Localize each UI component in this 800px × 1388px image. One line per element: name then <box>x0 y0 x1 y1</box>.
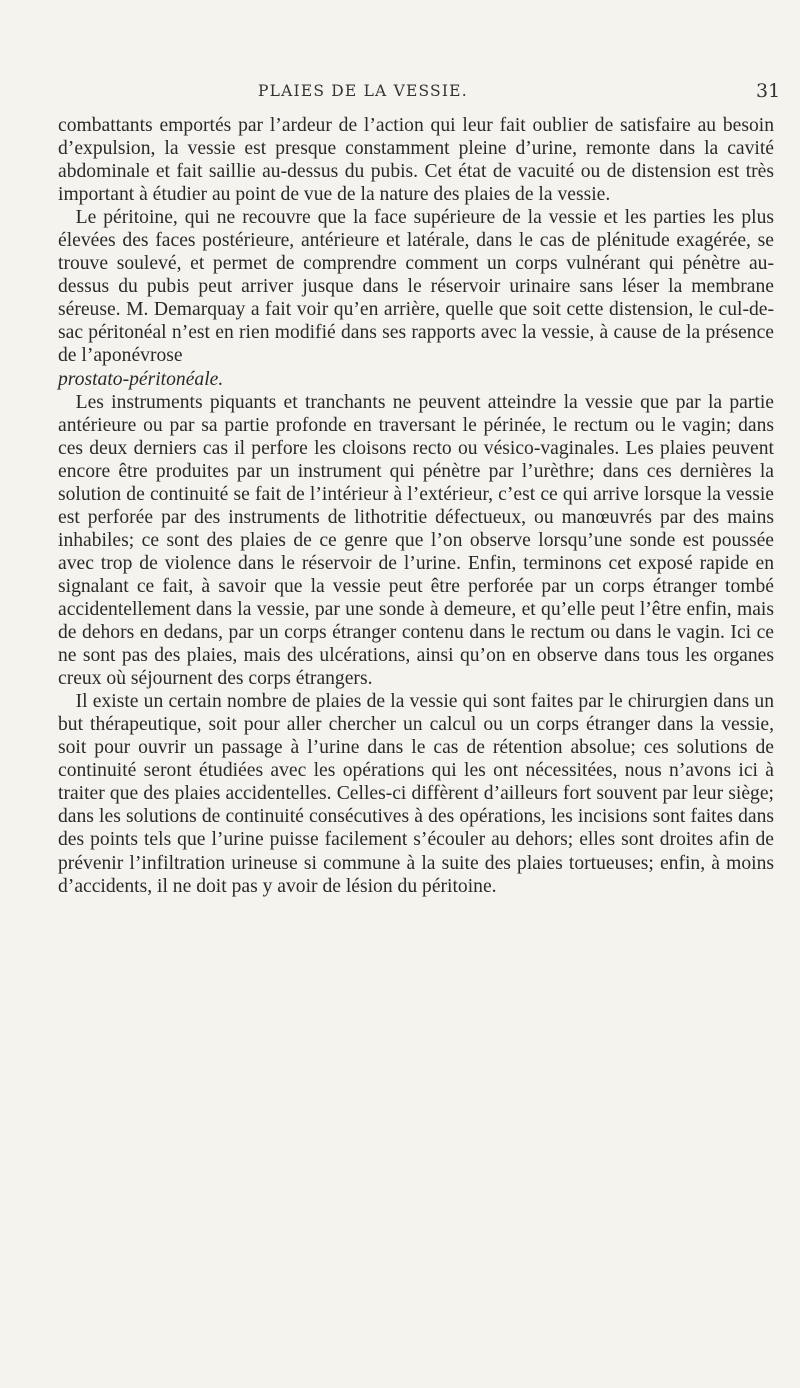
paragraph-continuation: combattants emportés par l’ardeur de l’action qui leur fait oublier de satisfaire au besoin d’expulsion, la vessie est presque constamment pleine d’urine, remonte dans la cavité abdominale et fait saillie au-dessus du pubis. Cet état de vacuité ou de distension est très important à étudier au point de vue de la nature des plaies de la vessie. <box>58 115 774 206</box>
paragraph-peritoine: Le péritoine, qui ne recouvre que la face supérieure de la vessie et les parties les plus élevées des faces postérieure, antérieure et latérale, dans le cas de plénitude exagérée, se trouve soulevé, et permet de comprendre comment un corps vulnérant qui pénètre au-dessus du pubis peut arriver jusque dans le réservoir urinaire sans léser la membrane séreuse. M. Demarquay a fait voir qu’en arrière, quelle que soit cette distension, le cul-de-sac péritonéal n’est en rien modifié dans ses rapports avec la vessie, à cause de la présence de l’aponévrose <box>58 207 774 367</box>
page-number: 31 <box>756 80 781 102</box>
body-text <box>58 114 774 898</box>
running-head <box>0 82 800 106</box>
paragraph-term-aponevrose: prostato-péritonéale. <box>58 368 224 390</box>
paragraph-instruments: Les instruments piquants et tranchants ne peuvent atteindre la vessie que par la partie antérieure ou par sa partie profonde en traversant le périnée, le rectum ou le vagin; dans ces deux derniers cas il perfore les cloisons recto ou vésico-vaginales. Les plaies peuvent encore être produites par un instrument qui pénètre par l’urèthre; dans ces dernières la solution de continuité se fait de l’intérieur à l’extérieur, c’est ce qui arrive lorsque la vessie est perforée par des instruments de lithotritie défectueux, ou manœuvrés par des mains inhabiles; ce sont des plaies de ce genre que l’on observe lorsqu’une sonde est poussée avec trop de violence dans le réservoir de l’urine. Enfin, terminons cet exposé rapide en signalant ce fait, à savoir que la vessie peut être perforée par un corps étranger tombé accidentellement dans la vessie, par une sonde à demeure, et qu’elle peut l’être enfin, mais de dehors en dedans, par un corps étranger contenu dans le rectum ou dans le vagin. Ici ce ne sont pas des plaies, mais des ulcérations, ainsi qu’on en observe dans tous les organes creux où séjournent des corps étrangers. <box>58 391 774 690</box>
running-title: PLAIES DE LA VESSIE. <box>258 82 468 100</box>
paragraph-plaies-chirurgicales: Il existe un certain nombre de plaies de la vessie qui sont faites par le chirurgien dans un but thérapeutique, soit pour aller chercher un calcul ou un corps étranger dans la vessie, soit pour ouvrir un passage à l’urine dans le cas de rétention absolue; ces solutions de continuité seront étudiées avec les opérations qui les ont nécessitées, nous n’avons ici à traiter que des plaies accidentelles. Celles-ci diffèrent d’ailleurs fort souvent par leur siège; dans les solutions de continuité consécutives à des opérations, les incisions sont faites dans des points tels que l’urine puisse facilement s’écouler au dehors; elles sont droites afin de prévenir l’infiltration urineuse si commune à la suite des plaies tortueuses; enfin, à moins d’accidents, il ne doit pas y avoir de lésion du péritoine. <box>58 691 774 897</box>
